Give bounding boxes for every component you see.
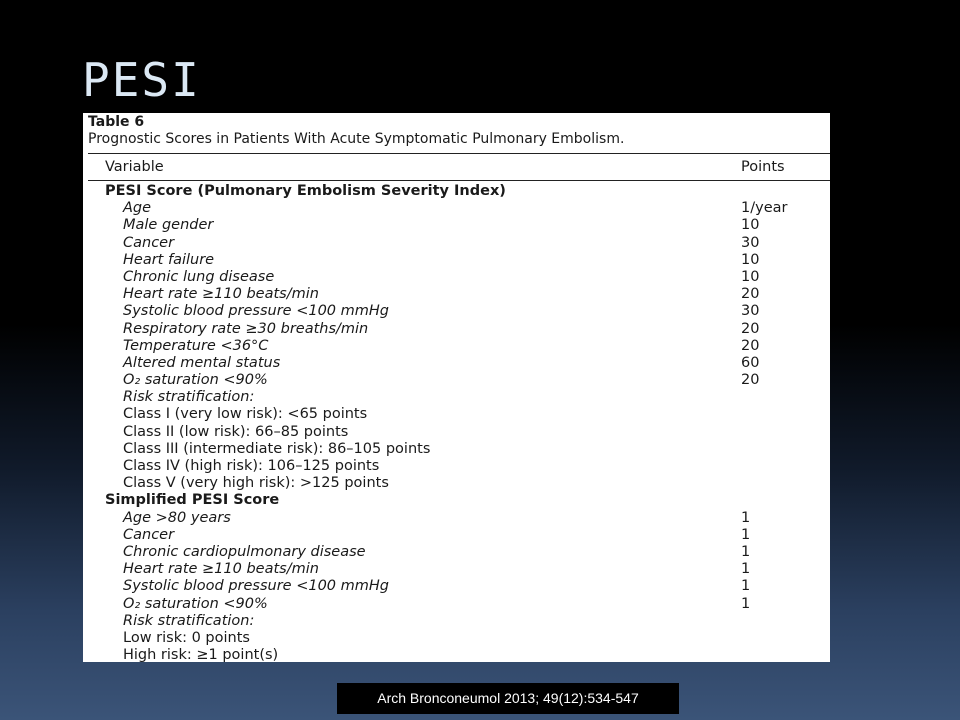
table-image	[83, 113, 830, 662]
slide-title: PESI	[82, 53, 201, 107]
table-row	[83, 269, 830, 286]
points-cell: 1	[741, 561, 751, 578]
table-row	[83, 406, 830, 423]
points-cell: 20	[741, 320, 760, 337]
variable-cell: PESI Score (Pulmonary Embolism Severity Index)	[105, 183, 506, 199]
variable-cell: Class IV (high risk): 106–125 points	[123, 458, 380, 474]
points-cell: 30	[741, 234, 760, 251]
points-cell: 10	[741, 251, 760, 268]
column-header-variable: Variable	[105, 159, 164, 175]
column-header-points: Points	[741, 159, 785, 175]
table-row	[83, 527, 830, 544]
variable-cell: Age >80 years	[123, 509, 231, 526]
points-cell: 20	[741, 372, 760, 389]
table-row	[83, 200, 830, 217]
table-row	[83, 510, 830, 527]
table-row	[83, 321, 830, 338]
points-cell: 1/year	[741, 200, 788, 217]
points-cell: 1	[741, 526, 751, 543]
points-cell: 20	[741, 286, 760, 303]
variable-cell: High risk: ≥1 point(s)	[123, 647, 279, 662]
table-row	[83, 372, 830, 389]
table-row	[83, 217, 830, 234]
variable-cell: Class III (intermediate risk): 86–105 points	[123, 440, 431, 457]
table-body	[83, 183, 830, 662]
variable-cell: Heart failure	[123, 251, 215, 268]
points-cell: 60	[741, 354, 760, 371]
points-cell: 1	[741, 509, 751, 526]
variable-cell: Systolic blood pressure <100 mmHg	[123, 578, 389, 595]
points-cell: 1	[741, 543, 751, 560]
table-caption: Prognostic Scores in Patients With Acute Symptomatic Pulmonary Embolism.	[88, 131, 625, 147]
table-header-rule	[88, 180, 830, 181]
variable-cell: Altered mental status	[123, 354, 281, 371]
table-row	[83, 475, 830, 492]
table-section-row	[83, 492, 830, 509]
points-cell: 10	[741, 217, 760, 234]
variable-cell: Heart rate ≥110 beats/min	[123, 286, 319, 303]
variable-cell: Class V (very high risk): >125 points	[123, 475, 389, 492]
table-row	[83, 424, 830, 441]
table-row	[83, 561, 830, 578]
table-row	[83, 389, 830, 406]
variable-cell: Chronic lung disease	[123, 268, 275, 285]
points-cell: 20	[741, 337, 760, 354]
variable-cell: Simplified PESI Score	[105, 492, 280, 509]
table-row	[83, 286, 830, 303]
variable-cell: Heart rate ≥110 beats/min	[123, 561, 319, 578]
variable-cell: Risk stratification:	[123, 389, 255, 406]
table-header	[88, 114, 624, 148]
table-row	[83, 355, 830, 372]
citation-label: Arch Bronconeumol 2013; 49(12):534-547	[337, 683, 679, 714]
table-row	[83, 338, 830, 355]
points-cell: 1	[741, 578, 751, 595]
table-section-row	[83, 183, 830, 200]
variable-cell: Risk stratification:	[123, 612, 255, 629]
variable-cell: Low risk: 0 points	[123, 629, 250, 646]
variable-cell: O₂ saturation <90%	[123, 595, 268, 612]
variable-cell: Cancer	[123, 526, 175, 543]
points-cell: 10	[741, 268, 760, 285]
variable-cell: O₂ saturation <90%	[123, 372, 268, 389]
variable-cell: Respiratory rate ≥30 breaths/min	[123, 320, 369, 337]
variable-cell: Class II (low risk): 66–85 points	[123, 423, 349, 440]
table-row	[83, 544, 830, 561]
points-cell: 1	[741, 595, 751, 612]
table-row	[83, 613, 830, 630]
table-row	[83, 303, 830, 320]
table-row	[83, 252, 830, 269]
variable-cell: Chronic cardiopulmonary disease	[123, 543, 366, 560]
table-row	[83, 458, 830, 475]
table-row	[83, 630, 830, 647]
variable-cell: Temperature <36°C	[123, 337, 269, 354]
variable-cell: Cancer	[123, 234, 175, 251]
variable-cell: Male gender	[123, 217, 214, 234]
variable-cell: Class I (very low risk): <65 points	[123, 406, 368, 423]
table-row	[83, 578, 830, 595]
table-row	[83, 441, 830, 458]
table-top-rule	[88, 153, 830, 154]
variable-cell: Age	[123, 200, 152, 217]
table-row	[83, 235, 830, 252]
table-number: Table 6	[88, 114, 145, 130]
variable-cell: Systolic blood pressure <100 mmHg	[123, 303, 389, 320]
table-row	[83, 596, 830, 613]
points-cell: 30	[741, 303, 760, 320]
table-row	[83, 647, 830, 662]
